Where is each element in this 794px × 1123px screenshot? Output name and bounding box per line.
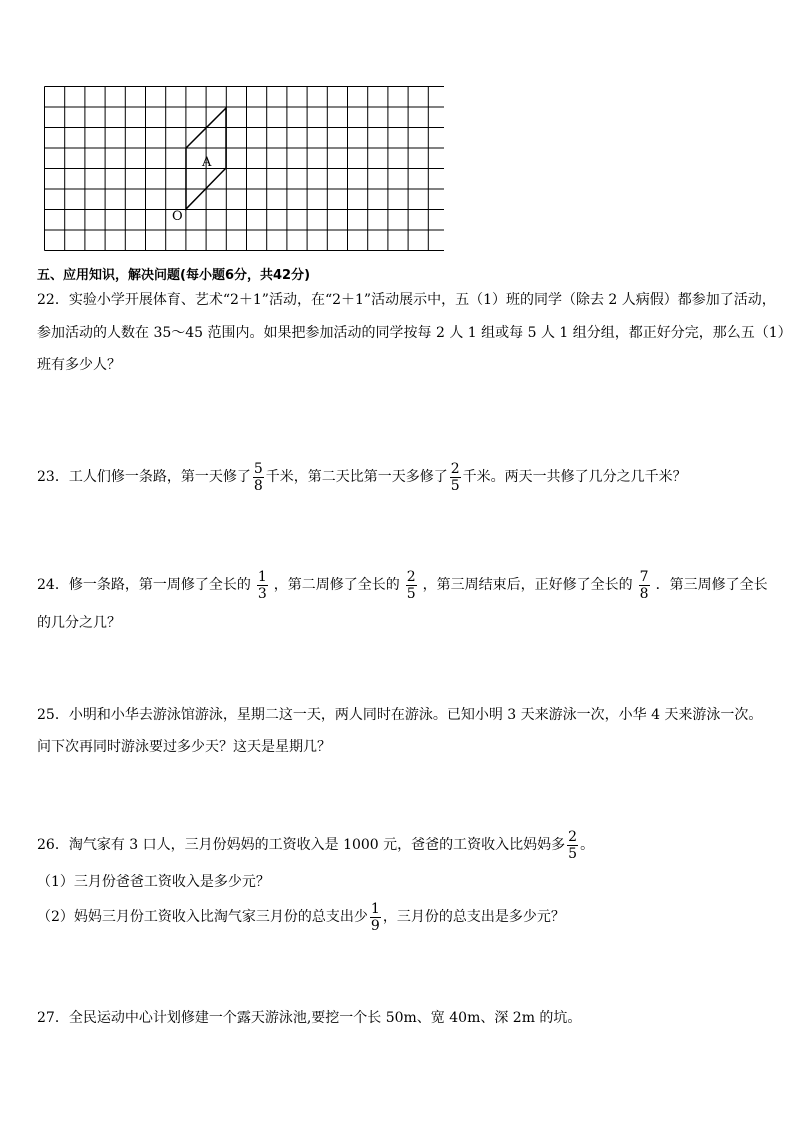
q27-line1: 27．全民运动中心计划修建一个露天游泳池,要挖一个长 50m、宽 40m、深 2m 的坑。: [37, 1010, 582, 1026]
fraction-numerator: 2: [406, 568, 416, 585]
q23-fraction-2: [450, 461, 461, 494]
q24-text-a: 24．修一条路，第一周修了全长的: [37, 577, 251, 593]
q24-text-b: ，第二周修了全长的: [273, 577, 400, 593]
q26-text-b: 。: [580, 837, 595, 853]
fraction-denominator: 5: [450, 477, 460, 494]
q25-line1: 25．小明和小华去游泳馆游泳，星期二这一天，两人同时在游泳。已知小明 3 天来游泳一次，小华 4 天来游泳一次。: [37, 707, 763, 723]
grid-lines: [45, 87, 445, 251]
label-a: A: [202, 155, 212, 170]
q26-line1: [37, 828, 594, 862]
q22-line3: 班有多少人？: [37, 357, 121, 373]
fraction-denominator: 8: [253, 477, 263, 494]
fraction-numerator: 1: [370, 900, 380, 917]
q23: [37, 460, 687, 494]
fraction-denominator: 5: [406, 585, 416, 602]
q26-sub2-text-b: ，三月份的总支出是多少元？: [382, 909, 565, 925]
fraction-denominator: 3: [257, 585, 267, 602]
fraction-numerator: 2: [450, 460, 460, 477]
q24-text-d: ．第三周修了全长: [655, 577, 768, 593]
label-o: O: [172, 209, 183, 224]
q24-line1: [37, 568, 768, 602]
q23-text-a: 23．工人们修一条路，第一天修了: [37, 469, 251, 485]
q26-sub2-text-a: （2）妈妈三月份工资收入比淘气家三月份的总支出少: [37, 909, 368, 925]
grid-figure: [44, 86, 444, 252]
q26-text-a: 26．淘气家有 3 口人，三月份妈妈的工资收入是 1000 元，爸爸的工资收入比妈妈多: [37, 837, 566, 853]
q24-fraction-3: [639, 569, 650, 602]
q26-sub2: [37, 900, 565, 934]
q22-line2: 参加活动的人数在 35～45 范围内。如果把参加活动的同学按每 2 人 1 组或每 5 人 1 组分组，都正好分完，那么五（1）: [37, 325, 792, 341]
q26-fraction-1: [567, 829, 578, 862]
q23-text-b: 千米，第二天比第一天多修了: [265, 469, 448, 485]
fraction-denominator: 9: [370, 917, 380, 934]
fraction-numerator: 7: [639, 568, 649, 585]
section-header: 五、应用知识，解决问题(每小题6分，共42分): [37, 268, 311, 283]
fraction-numerator: 2: [568, 828, 578, 845]
q26-fraction-2: [370, 901, 381, 934]
q23-fraction-1: [253, 461, 264, 494]
q25-line2: 问下次再同时游泳要过多少天？这天是星期几？: [37, 739, 331, 755]
q26-sub1: （1）三月份爸爸工资收入是多少元？: [37, 874, 270, 890]
fraction-numerator: 5: [253, 460, 263, 477]
grid-svg: [44, 86, 444, 252]
fraction-denominator: 8: [639, 585, 649, 602]
q24-text-c: ，第三周结束后，正好修了全长的: [422, 577, 633, 593]
fraction-denominator: 5: [568, 845, 578, 862]
q24-fraction-2: [406, 569, 417, 602]
q24-fraction-1: [257, 569, 268, 602]
fraction-numerator: 1: [257, 568, 267, 585]
q22-line1: 22．实验小学开展体育、艺术“2＋1”活动，在“2＋1”活动展示中，五（1）班的同学（除去 2 人病假）都参加了活动，: [37, 292, 776, 308]
q23-text-c: 千米。两天一共修了几分之几千米？: [462, 469, 687, 485]
q24-line2: 的几分之几？: [37, 615, 121, 631]
